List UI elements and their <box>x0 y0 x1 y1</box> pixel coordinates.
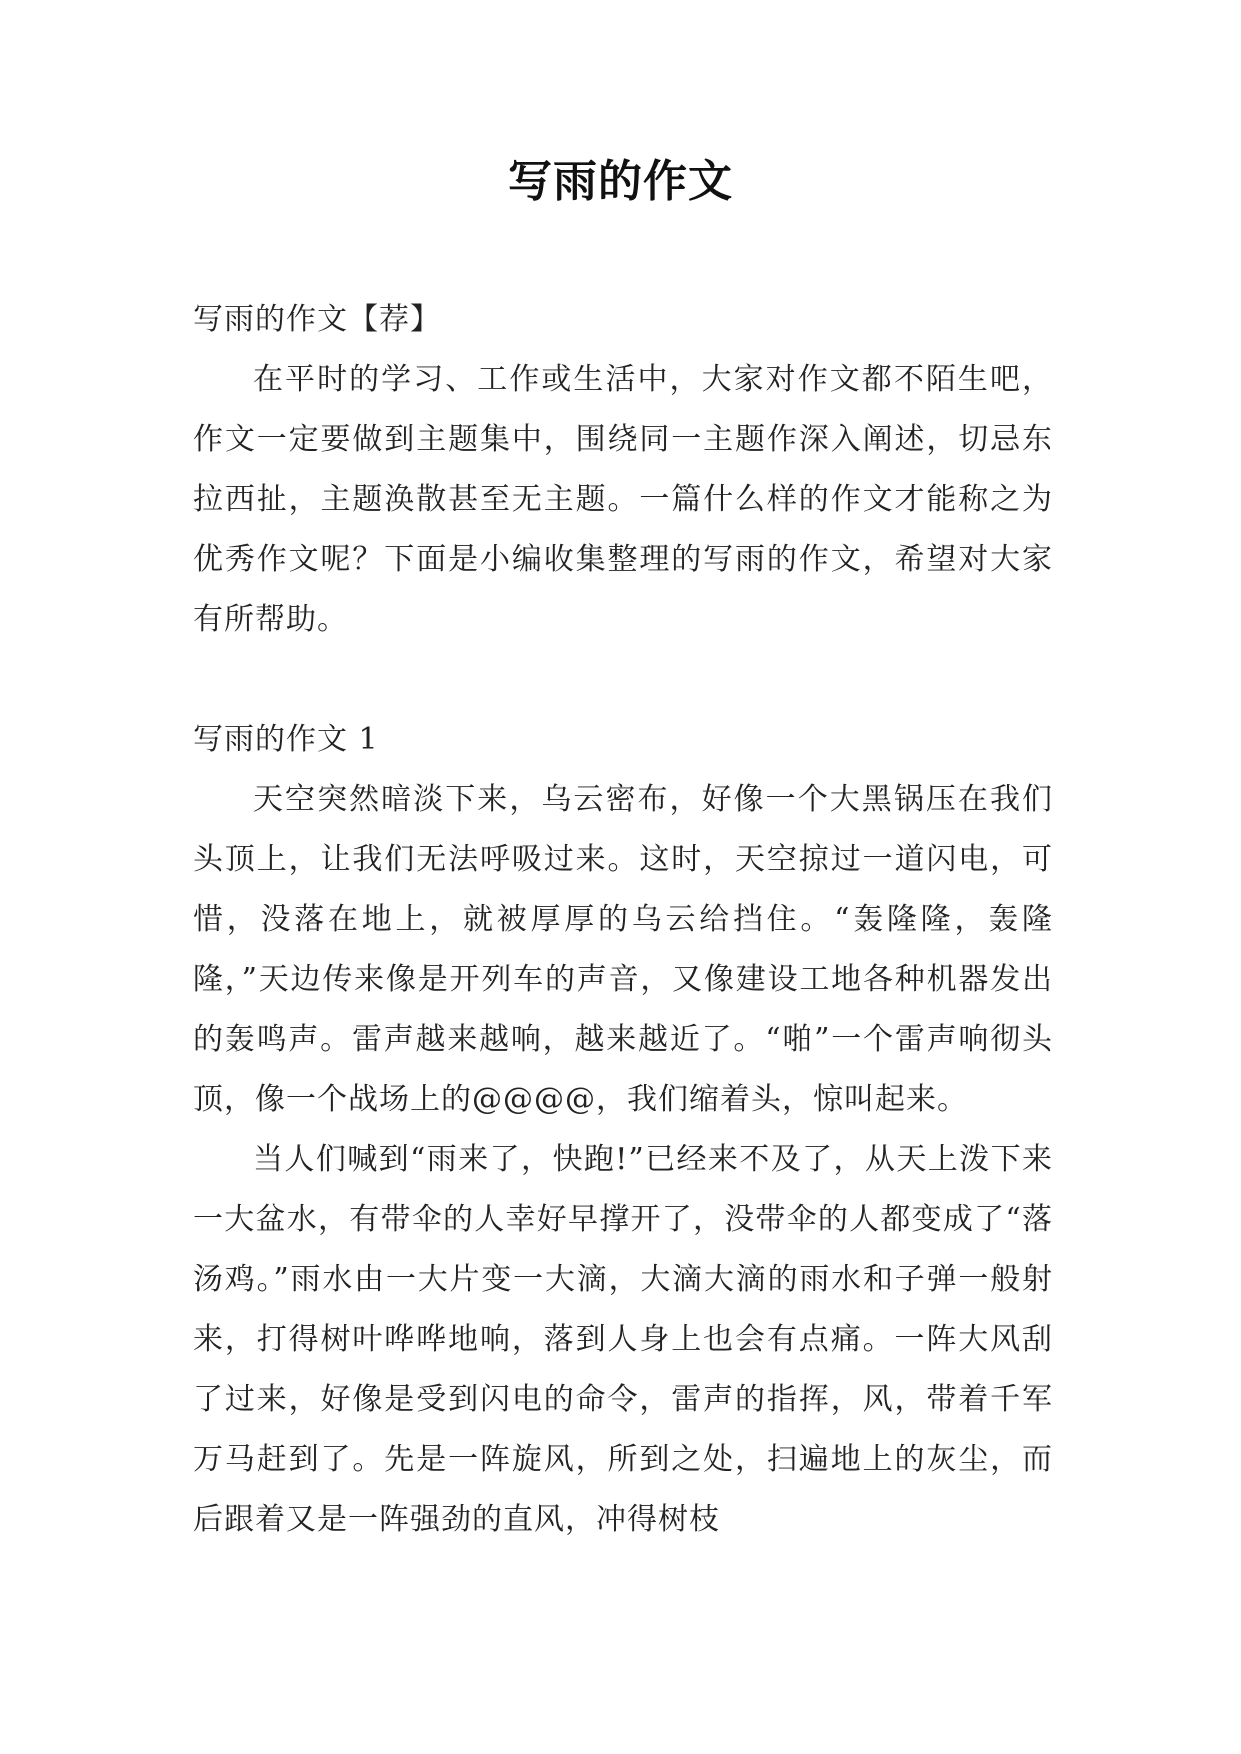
document-body <box>193 290 1053 1550</box>
essay-1-paragraph-1: 天空突然暗淡下来，乌云密布，好像一个大黑锅压在我们头顶上，让我们无法呼吸过来。这时，天空掠过一道闪电，可惜，没落在地上，就被厚厚的乌云给挡住。“轰隆隆，轰隆隆，”天边传来像是开列车的声音，又像建设工地各种机器发出的轰鸣声。雷声越来越响，越来越近了。“啪”一个雷声响彻头顶，像一个战场上的@@@@，我们缩着头，惊叫起来。 <box>193 782 1053 1117</box>
document-title: 写雨的作文 <box>508 156 733 207</box>
essay-1-heading: 写雨的作文 1 <box>193 722 379 757</box>
essay-1-paragraph-2: 当人们喊到“雨来了，快跑!”已经来不及了，从天上泼下来一大盆水，有带伞的人幸好早撑开了，没带伞的人都变成了“落汤鸡。”雨水由一大片变一大滴，大滴大滴的雨水和子弹一般射来，打得树叶哗哗地响，落到人身上也会有点痛。一阵大风刮了过来，好像是受到闪电的命令，雷声的指挥，风，带着千军万马赶到了。先是一阵旋风，所到之处，扫遍地上的灰尘，而后跟着又是一阵强劲的直风，冲得树枝 <box>193 1142 1053 1537</box>
intro-heading: 写雨的作文【荐】 <box>193 302 441 337</box>
intro-paragraph: 在平时的学习、工作或生活中，大家对作文都不陌生吧，作文一定要做到主题集中，围绕同一主题作深入阐述，切忌东拉西扯，主题涣散甚至无主题。一篇什么样的作文才能称之为优秀作文呢？下面是小编收集整理的写雨的作文，希望对大家有所帮助。 <box>193 362 1053 637</box>
